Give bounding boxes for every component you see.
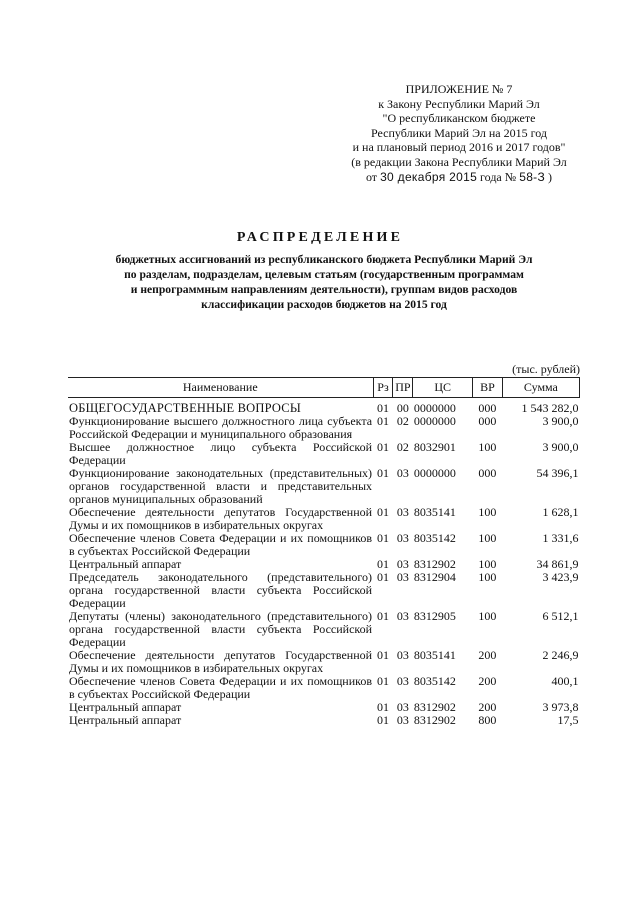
cell-cs: 8312902 [413, 713, 456, 727]
cell-sum: 3 973,8 [542, 700, 579, 714]
law-number: 58-З [519, 169, 546, 184]
cell-pr: 03 [396, 531, 409, 545]
table-row [68, 649, 580, 675]
cell-rz: 01 [376, 570, 389, 584]
cell-rz: 01 [376, 713, 389, 727]
cell-vr: 100 [478, 570, 497, 584]
cell-sum: 3 423,9 [542, 570, 579, 584]
cell-sum: 1 628,1 [542, 505, 579, 519]
cell-vr: 100 [478, 440, 497, 454]
cell-vr: 000 [478, 414, 497, 428]
appendix-line: и на плановый период 2016 и 2017 годов" [352, 140, 566, 155]
table-row [68, 675, 580, 701]
appendix-line: "О республиканском бюджете [382, 111, 536, 126]
cell-name: Центральный аппарат [69, 557, 182, 571]
table-row [68, 441, 580, 467]
header-rz: Рз [373, 378, 393, 398]
cell-name: Депутаты (члены) законодательного (представительного) органа государственной власти субъекта Российской Федерации [69, 609, 373, 649]
cell-vr: 000 [478, 401, 497, 415]
cell-vr: 100 [478, 557, 497, 571]
table-row [68, 714, 580, 727]
date-prefix: от [365, 169, 378, 184]
cell-pr: 00 [396, 401, 409, 415]
cell-name: Обеспечение деятельности депутатов Государственной Думы и их помощников в избирательных округах [69, 505, 373, 532]
cell-sum: 400,1 [551, 674, 579, 688]
cell-pr: 02 [396, 440, 409, 454]
cell-sum: 3 900,0 [542, 440, 579, 454]
cell-cs: 8312902 [413, 700, 456, 714]
cell-sum: 1 331,6 [542, 531, 579, 545]
cell-rz: 01 [376, 466, 389, 480]
table-row [68, 610, 580, 649]
cell-name: Функционирование законодательных (представительных) органов государственной власти и представительных органов муниципальных образований [69, 466, 373, 506]
table-row [68, 506, 580, 532]
cell-cs: 8312904 [413, 570, 456, 584]
cell-cs: 8312902 [413, 557, 456, 571]
cell-sum: 2 246,9 [542, 648, 579, 662]
cell-sum: 34 861,9 [536, 557, 579, 571]
cell-pr: 03 [396, 674, 409, 688]
cell-name: Функционирование высшего должностного лица субъекта Российской Федерации и муниципального образования [69, 414, 373, 441]
cell-cs: 8035142 [413, 531, 456, 545]
cell-name: ОБЩЕГОСУДАРСТВЕННЫЕ ВОПРОСЫ [69, 401, 301, 415]
cell-rz: 01 [376, 414, 389, 428]
subtitle-line: по разделам, подразделам, целевым статьям (государственным программам [124, 268, 524, 281]
header-name: Наименование [68, 378, 373, 398]
cell-vr: 100 [478, 609, 497, 623]
header-pr: ПР [393, 378, 413, 398]
appendix-date-line [336, 170, 582, 185]
cell-pr: 03 [396, 700, 409, 714]
cell-sum: 17,5 [557, 713, 579, 727]
header-vr: ВР [473, 378, 503, 398]
subtitle-line: классификации расходов бюджетов на 2015 год [201, 298, 447, 311]
cell-cs: 8032901 [413, 440, 456, 454]
appendix-line: ПРИЛОЖЕНИЕ № 7 [405, 82, 513, 96]
cell-cs: 8035141 [413, 505, 456, 519]
cell-name: Обеспечение членов Совета Федерации и их помощников в субъектах Российской Федерации [69, 531, 373, 558]
cell-vr: 200 [478, 674, 497, 688]
document-title: РАСПРЕДЕЛЕНИЕ [236, 230, 404, 245]
appendix-block [336, 82, 582, 184]
appendix-line: к Закону Республики Марий Эл [378, 96, 540, 111]
cell-cs: 0000000 [413, 414, 456, 428]
cell-pr: 03 [396, 466, 409, 480]
cell-sum: 54 396,1 [536, 466, 579, 480]
table-header-row [68, 378, 580, 398]
table-row [68, 532, 580, 558]
cell-rz: 01 [376, 505, 389, 519]
subtitle-line: и непрограммным направлениям деятельности), группам видов расходов [130, 283, 518, 296]
header-sum: Сумма [502, 378, 579, 398]
appendix-line: Республики Марий Эл на 2015 год [371, 125, 547, 140]
appendix-line: (в редакции Закона Республики Марий Эл [351, 154, 567, 169]
date-mid: года № [480, 169, 517, 184]
cell-name: Центральный аппарат [69, 713, 182, 727]
cell-vr: 100 [478, 531, 497, 545]
cell-name: Центральный аппарат [69, 700, 182, 714]
cell-pr: 02 [396, 414, 409, 428]
cell-name: Обеспечение деятельности депутатов Государственной Думы и их помощников в избирательных округах [69, 648, 373, 675]
cell-name: Высшее должностное лицо субъекта Российской Федерации [69, 440, 373, 467]
cell-rz: 01 [376, 531, 389, 545]
cell-rz: 01 [376, 440, 389, 454]
cell-vr: 200 [478, 700, 497, 714]
cell-rz: 01 [376, 648, 389, 662]
table-row [68, 571, 580, 610]
cell-rz: 01 [376, 557, 389, 571]
cell-name: Председатель законодательного (представительного) органа государственной власти субъекта Российской Федерации [69, 570, 373, 610]
cell-cs: 0000000 [413, 466, 456, 480]
units-label: (тыс. рублей) [512, 362, 580, 376]
table-row [68, 467, 580, 506]
cell-pr: 03 [396, 557, 409, 571]
cell-vr: 000 [478, 466, 497, 480]
cell-cs: 8035142 [413, 674, 456, 688]
cell-vr: 100 [478, 505, 497, 519]
cell-vr: 800 [478, 713, 497, 727]
cell-sum: 1 543 282,0 [521, 401, 579, 415]
table-body [68, 398, 580, 728]
cell-rz: 01 [376, 609, 389, 623]
cell-cs: 8312905 [413, 609, 456, 623]
document-subtitle [70, 252, 578, 312]
subtitle-line: бюджетных ассигнований из республиканского бюджета Республики Марий Эл [115, 253, 533, 266]
cell-rz: 01 [376, 674, 389, 688]
cell-cs: 0000000 [413, 401, 456, 415]
cell-rz: 01 [376, 401, 389, 415]
header-cs: ЦС [413, 378, 473, 398]
cell-pr: 03 [396, 609, 409, 623]
cell-pr: 03 [396, 713, 409, 727]
cell-pr: 03 [396, 505, 409, 519]
date-value: 30 декабря 2015 [380, 169, 478, 184]
date-suffix: ) [548, 169, 553, 184]
cell-cs: 8035141 [413, 648, 456, 662]
cell-rz: 01 [376, 700, 389, 714]
cell-sum: 6 512,1 [542, 609, 579, 623]
table-row [68, 415, 580, 441]
cell-pr: 03 [396, 570, 409, 584]
cell-pr: 03 [396, 648, 409, 662]
cell-name: Обеспечение членов Совета Федерации и их помощников в субъектах Российской Федерации [69, 674, 373, 701]
cell-sum: 3 900,0 [542, 414, 579, 428]
budget-table [68, 377, 580, 727]
cell-vr: 200 [478, 648, 497, 662]
